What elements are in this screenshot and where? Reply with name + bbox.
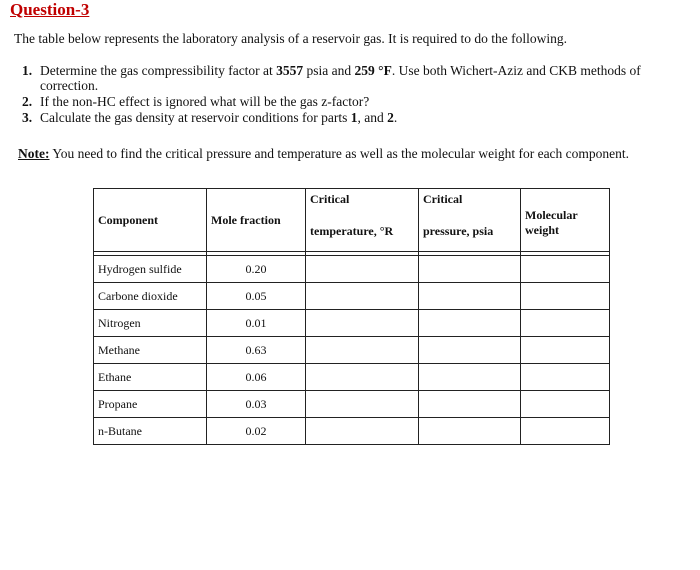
mole-fraction-cell: 0.02 [207, 418, 306, 445]
critical-temperature-cell[interactable] [306, 337, 419, 364]
header-critical-pressure [419, 189, 521, 252]
molecular-weight-cell[interactable] [521, 418, 610, 445]
task-text-part: 1 [350, 110, 358, 125]
header-critical-pressure-line2: pressure, psia [423, 224, 494, 238]
critical-pressure-cell[interactable] [419, 256, 521, 283]
table-row [94, 418, 610, 445]
mole-fraction-cell: 0.20 [207, 256, 306, 283]
critical-pressure-cell[interactable] [419, 337, 521, 364]
table-row [94, 310, 610, 337]
note-label: Note: [18, 146, 50, 161]
task-text-part: . [393, 110, 398, 125]
critical-pressure-cell[interactable] [419, 364, 521, 391]
critical-temperature-cell[interactable] [306, 256, 419, 283]
molecular-weight-cell[interactable] [521, 256, 610, 283]
task-text-part: , and [357, 110, 388, 125]
task-text-part: 259 °F [354, 63, 392, 78]
critical-pressure-cell[interactable] [419, 310, 521, 337]
molecular-weight-cell[interactable] [521, 310, 610, 337]
mole-fraction-cell: 0.63 [207, 337, 306, 364]
task-item [22, 94, 694, 109]
component-cell: Methane [94, 337, 207, 364]
table-body [94, 252, 610, 445]
table-row [94, 256, 610, 283]
mole-fraction-cell: 0.03 [207, 391, 306, 418]
table-row [94, 337, 610, 364]
task-text-part: . Use both Wichert-Aziz and CKB methods of correction. [40, 63, 641, 93]
critical-temperature-cell[interactable] [306, 283, 419, 310]
critical-temperature-cell[interactable] [306, 364, 419, 391]
task-number: 3. [22, 110, 33, 125]
table-row [94, 283, 610, 310]
mole-fraction-cell: 0.06 [207, 364, 306, 391]
critical-temperature-cell[interactable] [306, 310, 419, 337]
task-text-part: psia and [303, 63, 355, 78]
table-row [94, 364, 610, 391]
component-cell: Nitrogen [94, 310, 207, 337]
task-text [40, 63, 694, 93]
note [18, 146, 629, 162]
task-number: 2. [22, 94, 33, 109]
task-item [22, 63, 694, 93]
task-list [22, 63, 694, 126]
table-header-row [94, 189, 610, 252]
header-critical-temperature [306, 189, 419, 252]
component-cell: Ethane [94, 364, 207, 391]
component-cell: Carbone dioxide [94, 283, 207, 310]
task-item [22, 110, 694, 125]
critical-pressure-cell[interactable] [419, 391, 521, 418]
mole-fraction-cell: 0.01 [207, 310, 306, 337]
gas-analysis-table [93, 188, 610, 445]
table-row [94, 391, 610, 418]
header-critical-temperature-line1: Critical [310, 192, 350, 206]
task-text-part: 2 [387, 110, 394, 125]
header-mole-fraction: Mole fraction [207, 189, 306, 252]
critical-pressure-cell[interactable] [419, 283, 521, 310]
critical-temperature-cell[interactable] [306, 391, 419, 418]
task-text [40, 94, 694, 109]
component-cell: n-Butane [94, 418, 207, 445]
header-critical-pressure-line1: Critical [423, 192, 463, 206]
critical-temperature-cell[interactable] [306, 418, 419, 445]
component-cell: Hydrogen sulfide [94, 256, 207, 283]
molecular-weight-cell[interactable] [521, 364, 610, 391]
molecular-weight-cell[interactable] [521, 337, 610, 364]
task-text-part: Determine the gas compressibility factor at [40, 63, 277, 78]
mole-fraction-cell: 0.05 [207, 283, 306, 310]
header-critical-temperature-line2: temperature, °R [310, 224, 394, 238]
task-text-part: Calculate the gas density at reservoir conditions for parts [40, 110, 351, 125]
component-cell: Propane [94, 391, 207, 418]
task-text-part: 3557 [276, 63, 304, 78]
task-number: 1. [22, 63, 33, 78]
header-molecular-weight: Molecular weight [521, 189, 610, 252]
molecular-weight-cell[interactable] [521, 391, 610, 418]
intro-text: The table below represents the laboratory analysis of a reservoir gas. It is required to do the following. [14, 31, 567, 46]
task-text-part: If the non-HC effect is ignored what will be the gas z-factor? [40, 94, 370, 109]
task-text [40, 110, 694, 125]
molecular-weight-cell[interactable] [521, 283, 610, 310]
header-component: Component [94, 189, 207, 252]
question-title: Question-3 [10, 0, 90, 19]
critical-pressure-cell[interactable] [419, 418, 521, 445]
note-text: You need to find the critical pressure and temperature as well as the molecular weight for each component. [49, 146, 630, 161]
